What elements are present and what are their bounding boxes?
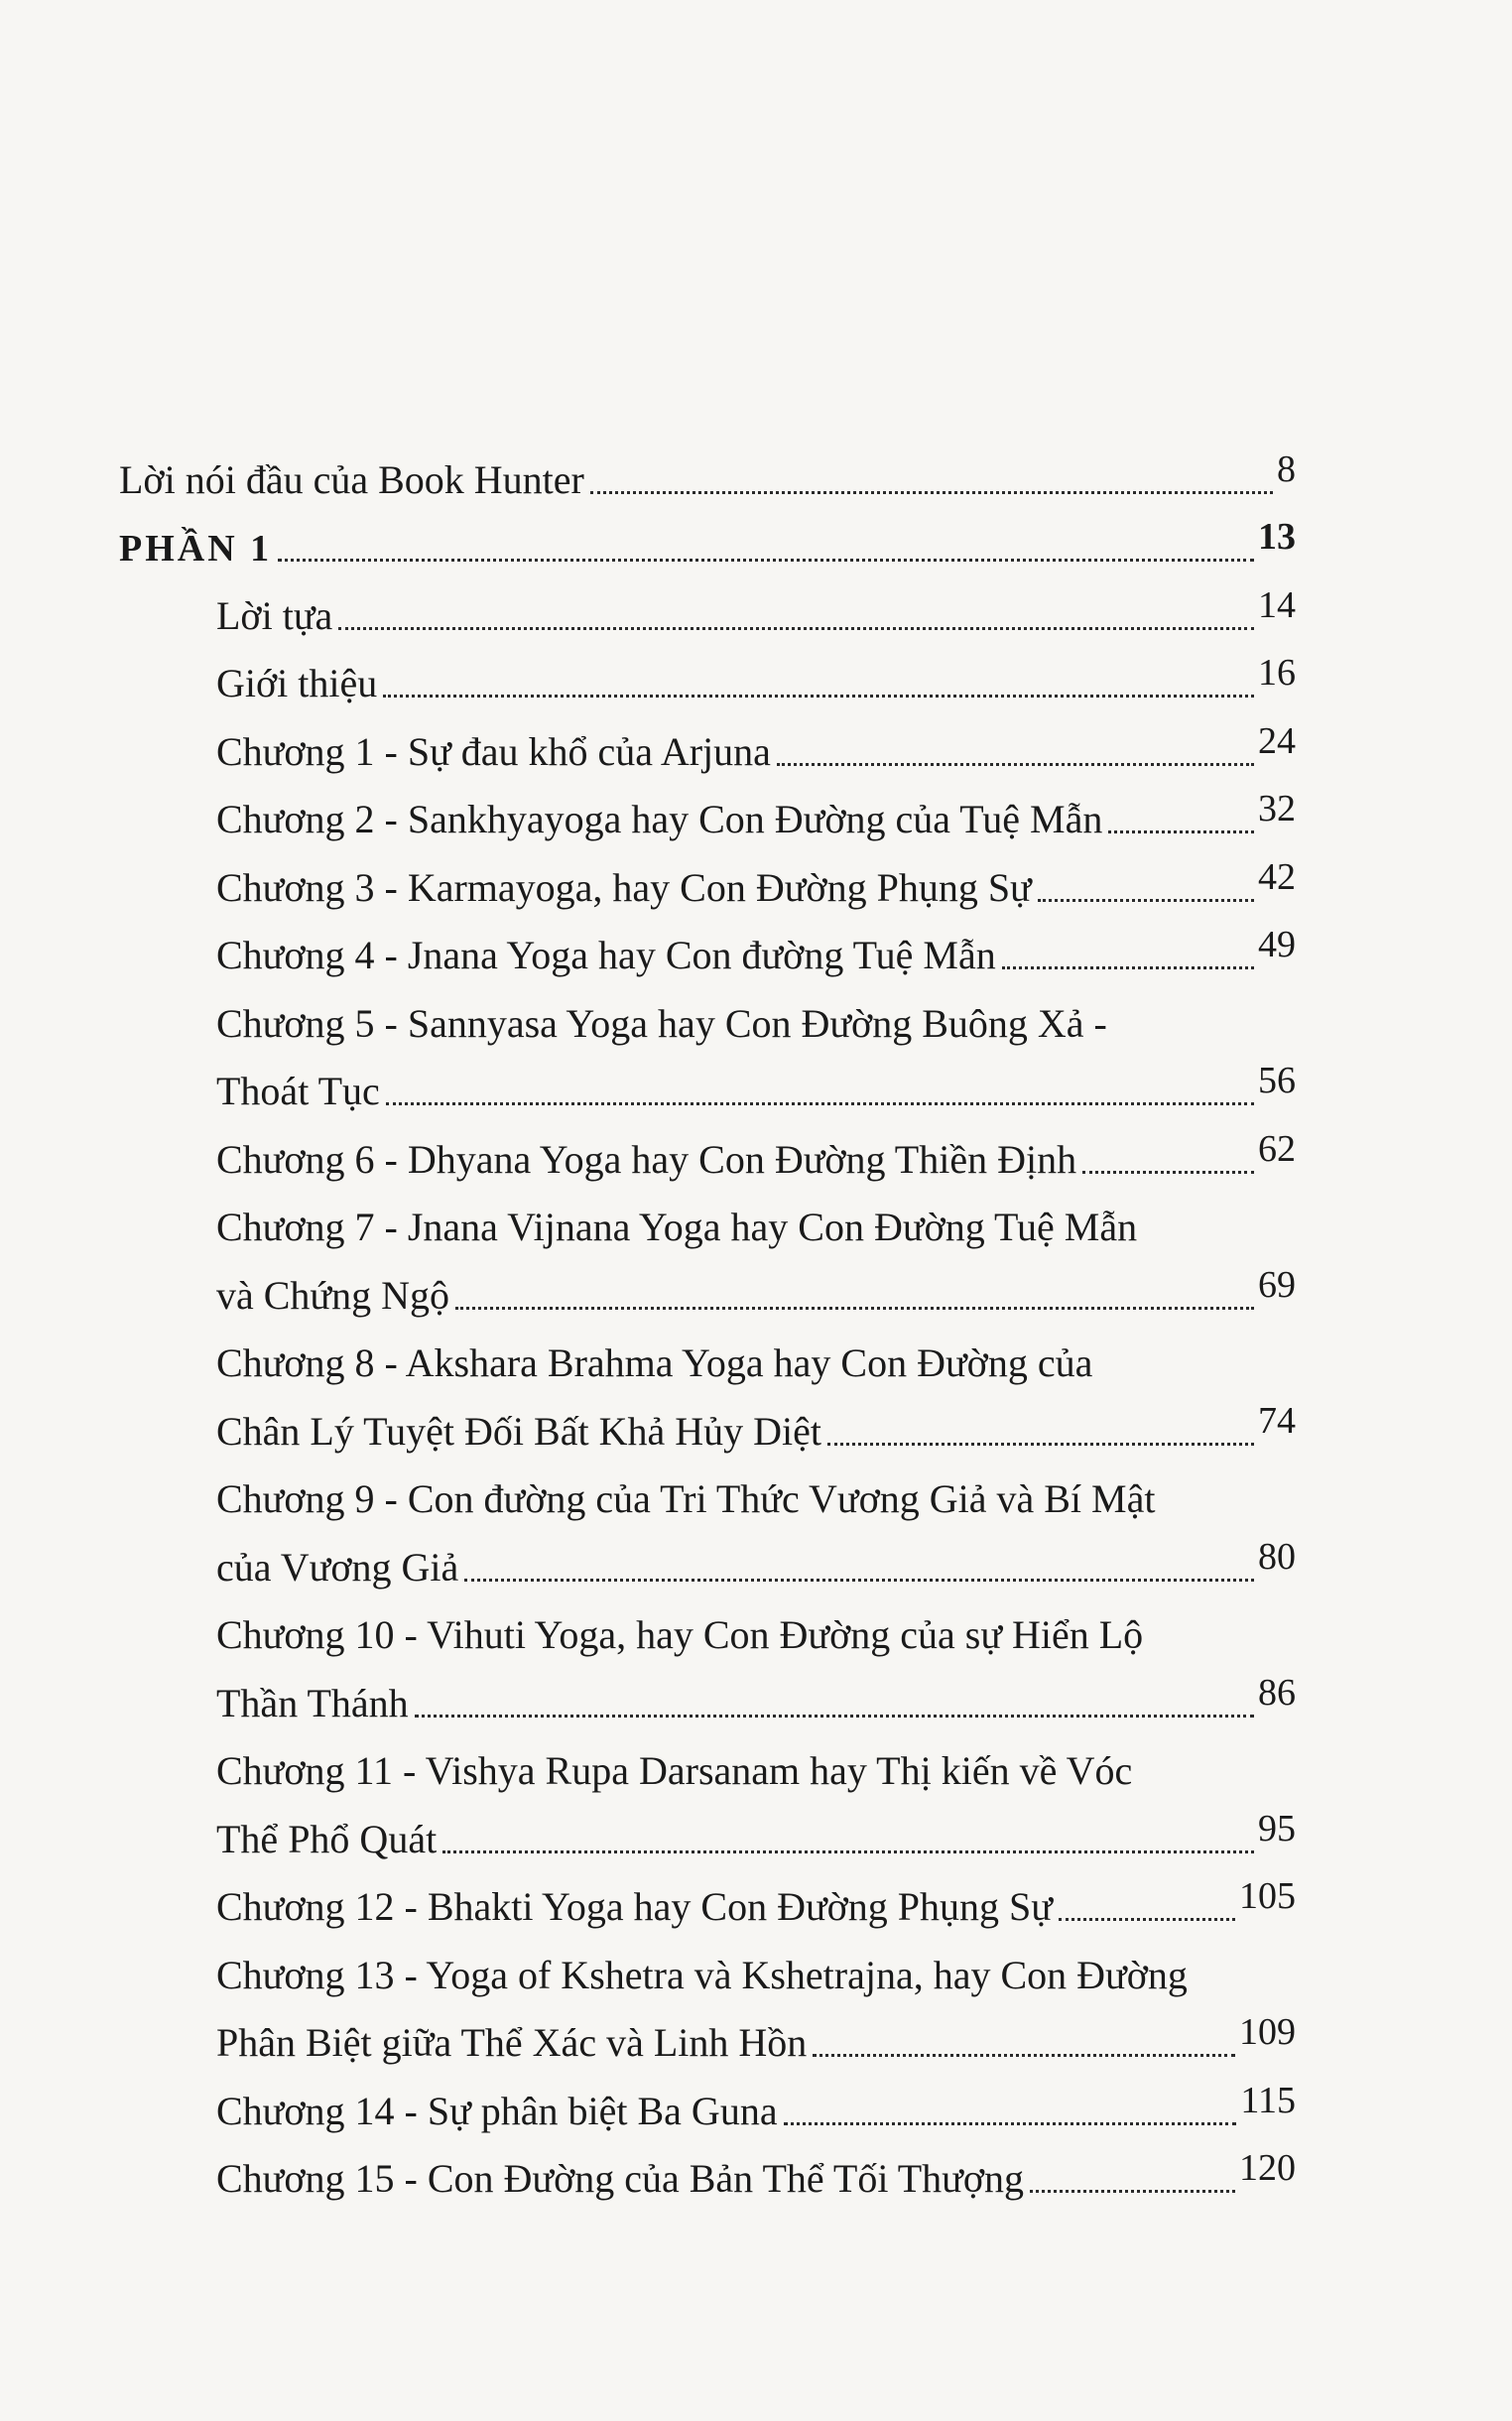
toc-entry (0, 1257, 1512, 1326)
dot-leader (827, 1443, 1254, 1446)
entry-title-continuation: Thoát Tục (216, 1069, 380, 1113)
dot-leader (813, 2054, 1235, 2057)
entry-title: Chương 3 - Karmayoga, hay Con Đường Phụng Sự (216, 864, 1032, 910)
toc-entry (0, 1937, 1512, 2005)
page-number: 105 (1239, 1875, 1296, 1917)
entry-title-continuation: của Vương Giả (216, 1544, 459, 1590)
page-number: 32 (1258, 788, 1296, 829)
page-number: 115 (1240, 2079, 1296, 2121)
toc-entry (0, 1665, 1512, 1733)
toc-entry (0, 1054, 1512, 1122)
page-number: 8 (1277, 447, 1296, 490)
dot-leader (383, 695, 1254, 698)
toc-entry (0, 577, 1512, 646)
dot-leader (278, 559, 1254, 562)
toc-entry (0, 782, 1512, 850)
toc-entry (0, 2005, 1512, 2074)
toc-entry (0, 2073, 1512, 2141)
dot-leader (464, 1579, 1254, 1582)
page-number: 13 (1258, 516, 1296, 558)
dot-leader (442, 1850, 1254, 1853)
page-number: 120 (1239, 2147, 1296, 2189)
entry-title: Chương 2 - Sankhyayoga hay Con Đường của Tuệ Mẫn (216, 797, 1103, 841)
page-number: 16 (1258, 652, 1296, 694)
entry-title: Chương 1 - Sự đau khổ của Arjuna (216, 728, 771, 774)
toc-entry (0, 1462, 1512, 1530)
toc-entry (0, 1190, 1512, 1258)
toc-entry (0, 510, 1512, 578)
page-number: 14 (1258, 583, 1296, 626)
entry-title: Chương 4 - Jnana Yoga hay Con đường Tuệ Mẫn (216, 933, 996, 977)
page-number: 74 (1258, 1399, 1296, 1442)
page-number: 109 (1239, 2011, 1296, 2053)
toc-entry (0, 1326, 1512, 1394)
toc-entry (0, 849, 1512, 918)
table-of-contents (0, 442, 1512, 2209)
page-number: 56 (1258, 1060, 1296, 1101)
dot-leader (1059, 1918, 1235, 1921)
toc-entry (0, 1121, 1512, 1190)
entry-title: Chương 13 - Yoga of Kshetra và Kshetrajna, hay Con Đường (216, 1952, 1188, 1997)
dot-leader (415, 1715, 1254, 1718)
dot-leader (1030, 2190, 1235, 2193)
entry-title-continuation: Phân Biệt giữa Thể Xác và Linh Hồn (216, 2020, 808, 2065)
toc-entry (0, 713, 1512, 782)
entry-title-continuation: Thần Thánh (216, 1680, 409, 1725)
dot-leader (1082, 1171, 1254, 1174)
toc-entry (0, 2141, 1512, 2210)
entry-title: Chương 12 - Bhakti Yoga hay Con Đường Phụng Sự (216, 1884, 1053, 1929)
page-number: 86 (1258, 1671, 1296, 1714)
entry-title-continuation: Thể Phổ Quát (216, 1816, 438, 1861)
dot-leader (1108, 830, 1254, 833)
entry-title: Lời nói đầu của Book Hunter (119, 456, 584, 502)
dot-leader (338, 627, 1254, 630)
dot-leader (1002, 966, 1254, 969)
page-number: 49 (1258, 924, 1296, 965)
toc-entry (0, 1733, 1512, 1802)
page-number: 80 (1258, 1535, 1296, 1578)
entry-title: Chương 9 - Con đường của Tri Thức Vương Giả và Bí Mật (216, 1476, 1156, 1521)
toc-entry (0, 646, 1512, 714)
toc-entry (0, 1869, 1512, 1938)
entry-title: Chương 5 - Sannyasa Yoga hay Con Đường Buông Xả - (216, 1000, 1107, 1046)
entry-title: Chương 8 - Akshara Brahma Yoga hay Con Đường của (216, 1340, 1093, 1385)
part-heading: PHẦN 1 (119, 528, 273, 570)
dot-leader (1038, 899, 1254, 902)
toc-entry (0, 1597, 1512, 1666)
page-number: 24 (1258, 719, 1296, 762)
page-number: 69 (1258, 1263, 1296, 1306)
toc-entry (0, 918, 1512, 986)
dot-leader (777, 763, 1254, 766)
entry-title: Chương 15 - Con Đường của Bản Thể Tối Thượng (216, 2156, 1025, 2201)
entry-title: Chương 6 - Dhyana Yoga hay Con Đường Thiền Định (216, 1136, 1077, 1182)
dot-leader (590, 491, 1273, 494)
entry-title: Giới thiệu (216, 661, 378, 705)
page-number: 62 (1258, 1127, 1296, 1170)
entry-title: Chương 14 - Sự phân biệt Ba Guna (216, 2088, 778, 2133)
entry-title: Lời tựa (216, 592, 333, 638)
toc-entry (0, 1529, 1512, 1597)
dot-leader (386, 1102, 1254, 1105)
entry-title: Chương 7 - Jnana Vijnana Yoga hay Con Đường Tuệ Mẫn (216, 1205, 1138, 1249)
entry-title: Chương 11 - Vishya Rupa Darsanam hay Thị kiến về Vóc (216, 1748, 1133, 1793)
entry-title-continuation: và Chứng Ngộ (216, 1272, 449, 1318)
toc-entry (0, 442, 1512, 510)
toc-entry (0, 1801, 1512, 1869)
dot-leader (455, 1307, 1254, 1310)
dot-leader (784, 2122, 1237, 2125)
toc-entry (0, 985, 1512, 1054)
entry-title-continuation: Chân Lý Tuyệt Đối Bất Khả Hủy Diệt (216, 1408, 821, 1454)
toc-entry (0, 1393, 1512, 1462)
page-number: 95 (1258, 1807, 1296, 1849)
page-number: 42 (1258, 855, 1296, 898)
entry-title: Chương 10 - Vihuti Yoga, hay Con Đường của sự Hiển Lộ (216, 1612, 1144, 1657)
